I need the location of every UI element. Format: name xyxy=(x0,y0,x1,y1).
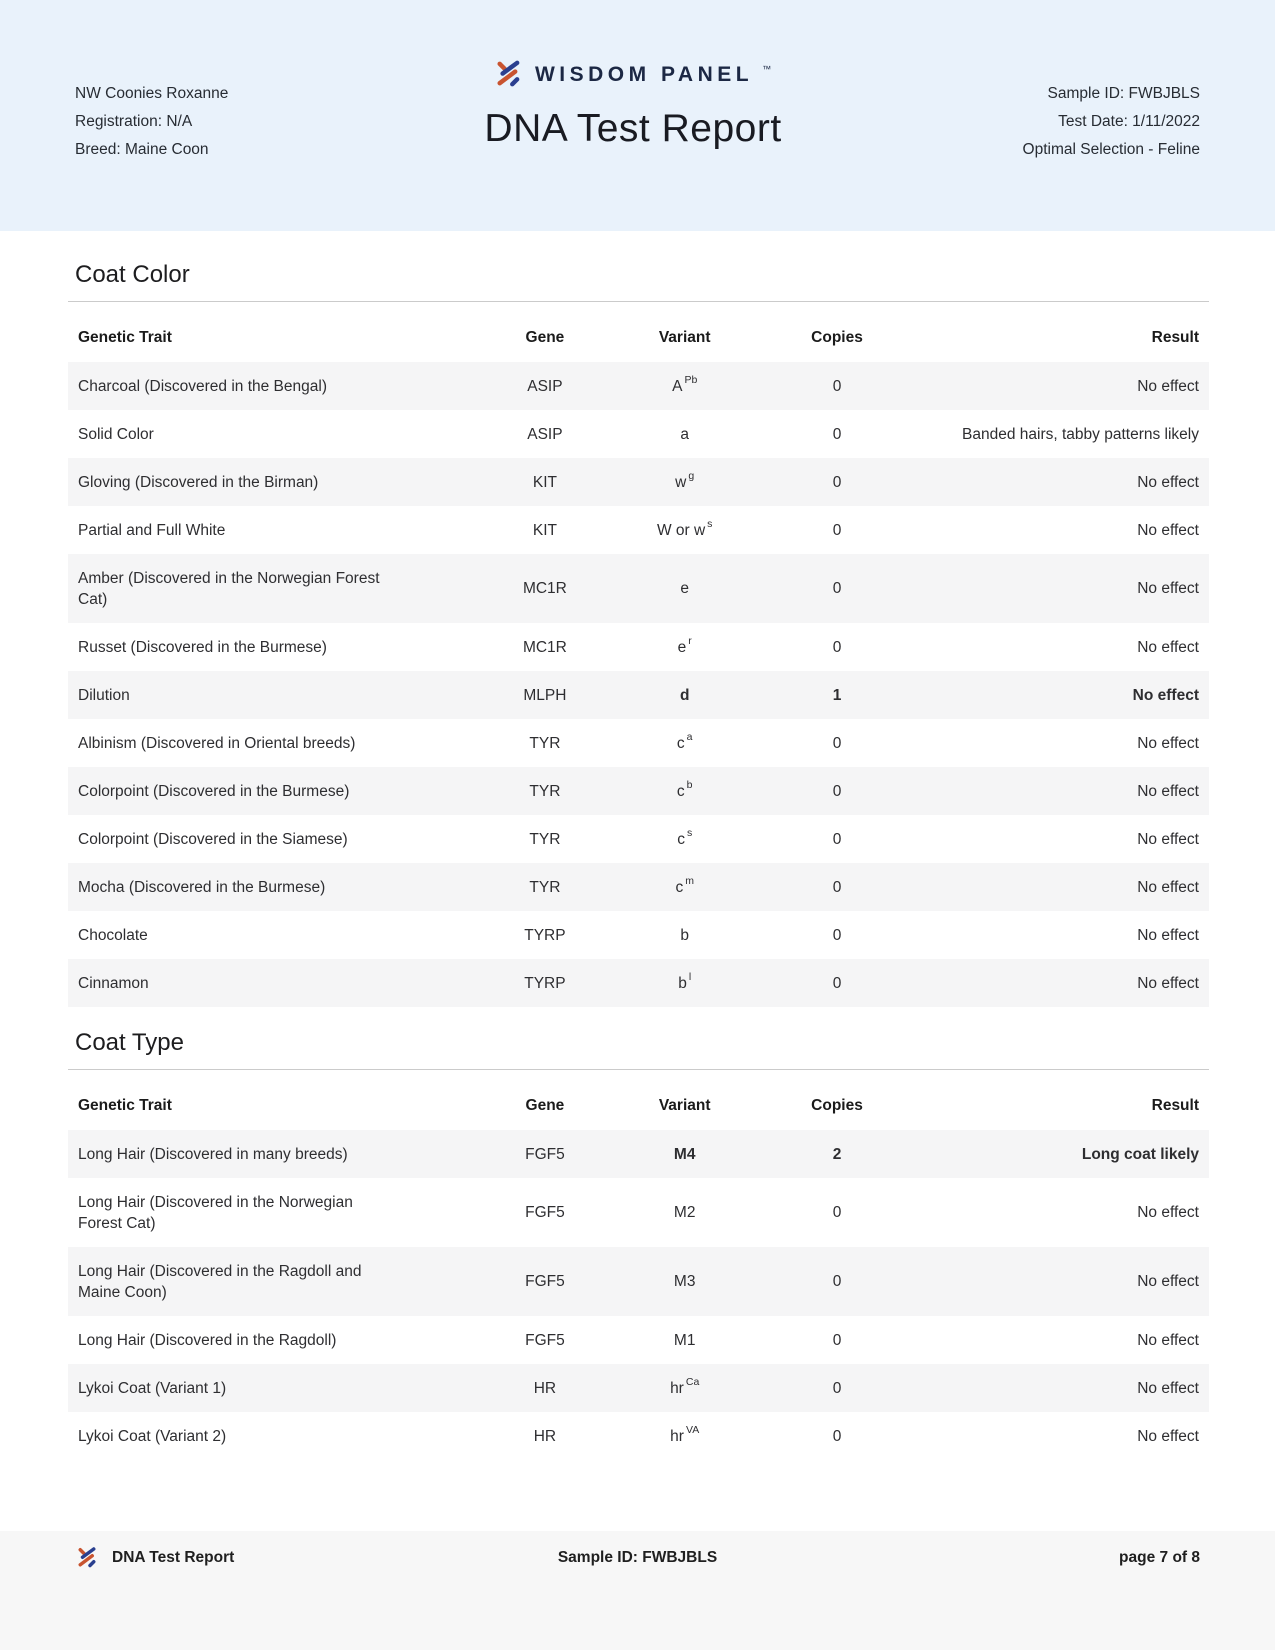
trait-label: Gloving (Discovered in the Birman) xyxy=(78,473,319,491)
trait-label: Russet (Discovered in the Burmese) xyxy=(78,638,327,656)
variant-superscript: VA xyxy=(685,1424,700,1437)
variant-cell: e xyxy=(680,580,689,597)
gene-cell: KIT xyxy=(532,473,557,491)
trait-cell xyxy=(68,362,480,410)
copies-cell: 2 xyxy=(832,1145,842,1163)
table-row xyxy=(68,959,1209,1007)
variant-cell: M3 xyxy=(673,1273,696,1290)
copies-cell: 0 xyxy=(832,1331,842,1349)
variant-cell: M1 xyxy=(673,1331,696,1349)
table-row xyxy=(68,719,1209,767)
variant-superscript: a xyxy=(686,731,693,744)
variant-superscript: r xyxy=(688,635,692,648)
variant-cell: hr $^{VA}$ xyxy=(670,1424,700,1445)
variant-superscript: Pb xyxy=(684,374,698,387)
gene-cell: TYR xyxy=(529,782,561,800)
trait-label: Charcoal (Discovered in the Bengal) xyxy=(78,377,327,395)
test-date: Test Date: 1/11/2022 xyxy=(1058,113,1200,130)
result-cell: No effect xyxy=(1137,1273,1199,1290)
gene-cell: TYR xyxy=(529,830,561,848)
gene-cell: FGF5 xyxy=(525,1204,565,1221)
footer-brand xyxy=(75,1546,558,1570)
coat-color-table xyxy=(68,320,1209,1007)
variant-cell: b xyxy=(680,926,689,944)
trait-cell xyxy=(68,1412,480,1460)
result-cell: No effect xyxy=(1137,1427,1199,1445)
table-row xyxy=(68,1364,1209,1412)
variant-cell: c $^s$ xyxy=(677,827,693,848)
sample-info xyxy=(1023,80,1200,164)
table-row xyxy=(68,1247,1209,1316)
coat-type-table xyxy=(68,1088,1209,1460)
table-row xyxy=(68,1178,1209,1247)
copies-cell: 0 xyxy=(832,878,842,896)
col-variant: Variant xyxy=(658,1097,711,1114)
result-cell: No effect xyxy=(1137,926,1199,944)
trait-label: Colorpoint (Discovered in the Siamese) xyxy=(78,830,348,848)
trait-cell xyxy=(68,671,480,719)
pet-registration: Registration: N/A xyxy=(75,113,193,130)
result-cell: No effect xyxy=(1137,782,1199,800)
trait-label: Colorpoint (Discovered in the Burmese) xyxy=(78,782,350,800)
report-body xyxy=(68,261,1209,1460)
table-row xyxy=(68,506,1209,554)
col-copies: Copies xyxy=(811,1097,863,1114)
gene-cell: TYRP xyxy=(524,926,566,944)
trait-label: Lykoi Coat (Variant 1) xyxy=(78,1379,227,1397)
copies-cell: 0 xyxy=(832,974,842,992)
result-cell: No effect xyxy=(1137,1331,1199,1349)
gene-cell: ASIP xyxy=(527,377,563,395)
copies-cell: 0 xyxy=(832,638,842,656)
gene-cell: FGF5 xyxy=(525,1145,565,1163)
footer-page-number: page 7 of 8 xyxy=(1119,1549,1201,1566)
gene-cell: MLPH xyxy=(523,686,567,704)
trait-label: Long Hair (Discovered in many breeds) xyxy=(78,1145,348,1163)
result-cell: No effect xyxy=(1137,734,1199,752)
col-result: Result xyxy=(1151,1097,1199,1114)
trait-cell xyxy=(68,815,480,863)
trait-cell xyxy=(68,410,480,458)
variant-superscript: m xyxy=(685,875,694,888)
variant-cell: M2 xyxy=(673,1204,696,1221)
table-row xyxy=(68,554,1209,623)
gene-cell: HR xyxy=(533,1379,557,1397)
table-row xyxy=(68,863,1209,911)
trait-cell xyxy=(68,1316,480,1364)
col-genetic-trait: Genetic Trait xyxy=(78,1097,172,1114)
col-genetic-trait: Genetic Trait xyxy=(78,329,172,346)
table-row xyxy=(68,767,1209,815)
gene-cell: TYRP xyxy=(524,974,566,992)
col-variant: Variant xyxy=(658,329,711,346)
footer-report-title: DNA Test Report xyxy=(112,1549,235,1566)
trait-cell xyxy=(68,767,480,815)
result-cell: No effect xyxy=(1137,580,1199,597)
gene-cell: FGF5 xyxy=(525,1331,565,1349)
gene-cell: ASIP xyxy=(527,425,563,443)
gene-cell: TYR xyxy=(529,878,561,896)
page-title: DNA Test Report xyxy=(484,107,782,150)
report-footer xyxy=(0,1531,1275,1650)
trait-label: Mocha (Discovered in the Burmese) xyxy=(78,878,326,896)
product-name: Optimal Selection - Feline xyxy=(1022,141,1200,158)
variant-cell: A $^{Pb}$ xyxy=(672,374,698,395)
gene-cell: MC1R xyxy=(522,580,567,597)
copies-cell: 0 xyxy=(832,830,842,848)
variant-superscript: s xyxy=(686,827,693,840)
copies-cell: 0 xyxy=(832,377,842,395)
variant-cell: e $^r$ xyxy=(677,635,692,656)
trait-label: Partial and Full White xyxy=(78,521,226,539)
variant-superscript: s xyxy=(707,518,713,531)
copies-cell: 0 xyxy=(832,734,842,752)
trait-label: Long Hair (Discovered in the Ragdoll and Maine Coon) xyxy=(78,1262,362,1301)
trait-cell xyxy=(68,1364,480,1412)
copies-cell: 1 xyxy=(832,686,842,704)
copies-cell: 0 xyxy=(832,473,842,491)
trait-label: Dilution xyxy=(78,686,130,704)
col-copies: Copies xyxy=(811,329,863,346)
variant-cell: c $^a$ xyxy=(676,731,693,752)
gene-cell: FGF5 xyxy=(525,1273,565,1290)
trait-label: Cinnamon xyxy=(78,974,149,992)
trait-label: Amber (Discovered in the Norwegian Forest Cat) xyxy=(78,569,380,608)
col-gene: Gene xyxy=(525,329,565,346)
table-row xyxy=(68,1316,1209,1364)
result-cell: No effect xyxy=(1137,377,1199,395)
table-row xyxy=(68,1412,1209,1460)
col-result: Result xyxy=(1151,329,1199,346)
result-cell: No effect xyxy=(1137,638,1199,656)
result-cell: No effect xyxy=(1137,974,1199,992)
copies-cell: 0 xyxy=(832,1427,842,1445)
trait-label: Long Hair (Discovered in the Norwegian Forest Cat) xyxy=(78,1193,353,1232)
trait-cell xyxy=(68,1178,480,1247)
trait-label: Chocolate xyxy=(78,926,148,944)
pet-breed: Breed: Maine Coon xyxy=(75,141,209,158)
coat-type-section xyxy=(68,1029,1209,1460)
brand-name: WISDOM PANEL xyxy=(534,62,754,86)
variant-cell: w $^g$ xyxy=(675,470,695,491)
coat-color-section xyxy=(68,261,1209,1007)
brand-block xyxy=(484,0,781,151)
result-cell: No effect xyxy=(1137,1379,1199,1397)
sample-id: Sample ID: FWBJBLS xyxy=(1047,85,1200,102)
dna-helix-icon xyxy=(75,1546,99,1570)
variant-cell: c $^m$ xyxy=(675,875,694,896)
result-cell: No effect xyxy=(1137,521,1199,539)
table-row xyxy=(68,623,1209,671)
table-row xyxy=(68,410,1209,458)
trait-cell xyxy=(68,554,480,623)
trait-label: Solid Color xyxy=(78,425,154,443)
trait-label: Lykoi Coat (Variant 2) xyxy=(78,1427,227,1445)
variant-superscript: b xyxy=(686,779,693,792)
result-cell: No effect xyxy=(1137,878,1199,896)
section-title-coat-color: Coat Color xyxy=(68,261,1209,302)
dna-helix-icon xyxy=(493,59,524,90)
trait-cell xyxy=(68,1130,480,1178)
trait-cell xyxy=(68,506,480,554)
result-cell: No effect xyxy=(1137,473,1199,491)
table-row xyxy=(68,362,1209,410)
result-cell: No effect xyxy=(1137,1204,1199,1221)
copies-cell: 0 xyxy=(832,926,842,944)
copies-cell: 0 xyxy=(832,425,842,443)
variant-superscript: Ca xyxy=(685,1376,700,1389)
trait-cell xyxy=(68,623,480,671)
table-row xyxy=(68,815,1209,863)
copies-cell: 0 xyxy=(832,1379,842,1397)
variant-cell: a xyxy=(680,425,689,443)
col-gene: Gene xyxy=(525,1097,565,1114)
table-row xyxy=(68,671,1209,719)
variant-cell: W or w $^s$ xyxy=(656,518,713,539)
result-cell: No effect xyxy=(1132,686,1199,704)
table-row xyxy=(68,458,1209,506)
table-row xyxy=(68,1130,1209,1178)
table-header xyxy=(68,320,1209,362)
result-cell: Banded hairs, tabby patterns likely xyxy=(962,425,1199,443)
pet-info xyxy=(75,80,228,164)
copies-cell: 0 xyxy=(832,1204,842,1221)
pet-name: NW Coonies Roxanne xyxy=(75,85,229,102)
trait-cell xyxy=(68,911,480,959)
gene-cell: TYR xyxy=(529,734,561,752)
variant-superscript: g xyxy=(688,470,695,483)
variant-cell: b $^l$ xyxy=(678,971,692,992)
variant-cell: hr $^{Ca}$ xyxy=(670,1376,700,1397)
trait-cell xyxy=(68,719,480,767)
trademark-symbol: ™ xyxy=(762,63,772,74)
gene-cell: HR xyxy=(533,1427,557,1445)
variant-cell: M4 xyxy=(673,1145,696,1163)
variant-superscript: l xyxy=(688,971,692,984)
gene-cell: MC1R xyxy=(522,638,567,656)
table-row xyxy=(68,911,1209,959)
trait-label: Long Hair (Discovered in the Ragdoll) xyxy=(78,1331,337,1349)
section-title-coat-type: Coat Type xyxy=(68,1029,1209,1070)
copies-cell: 0 xyxy=(832,521,842,539)
trait-cell xyxy=(68,863,480,911)
trait-label: Albinism (Discovered in Oriental breeds) xyxy=(78,734,356,752)
trait-cell xyxy=(68,959,480,1007)
copies-cell: 0 xyxy=(832,580,842,597)
copies-cell: 0 xyxy=(832,1273,842,1290)
wisdom-panel-logo xyxy=(484,59,781,90)
variant-cell: c $^b$ xyxy=(676,779,693,800)
result-cell: Long coat likely xyxy=(1081,1145,1199,1163)
result-cell: No effect xyxy=(1137,830,1199,848)
table-header xyxy=(68,1088,1209,1130)
footer-sample-id: Sample ID: FWBJBLS xyxy=(557,1549,718,1566)
trait-cell xyxy=(68,1247,480,1316)
gene-cell: KIT xyxy=(532,521,557,539)
variant-cell: d xyxy=(679,686,690,704)
report-header xyxy=(0,0,1275,231)
copies-cell: 0 xyxy=(832,782,842,800)
trait-cell xyxy=(68,458,480,506)
